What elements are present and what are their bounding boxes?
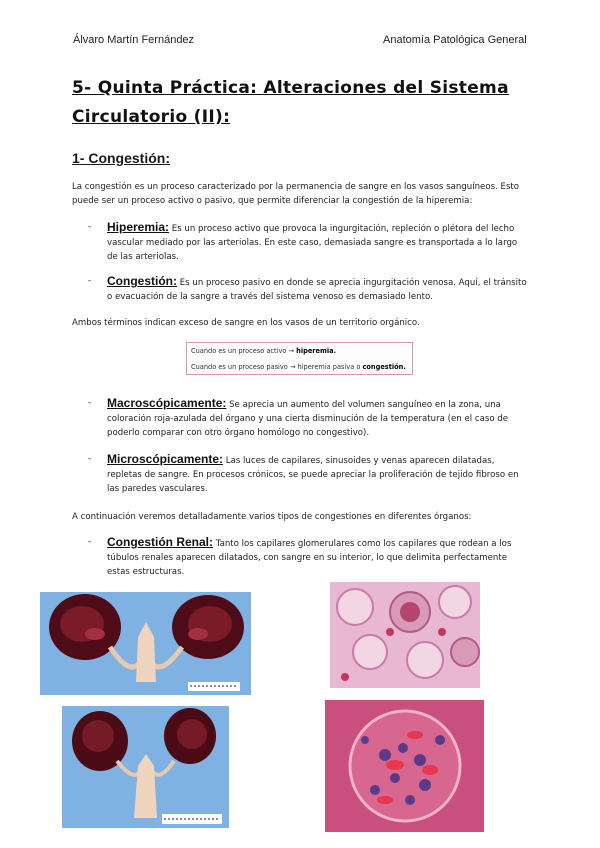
term-macroscopic: Macroscópicamente: xyxy=(107,396,227,410)
definition-congestion: Es un proceso pasivo en donde se aprecia ingurgitación venosa. Aquí, el tránsito o evacuación de la sangre a través del sistema venoso es demasiado lento. xyxy=(107,278,527,302)
bullet-macroscopic xyxy=(88,396,528,440)
term-microscopic: Microscópicamente: xyxy=(107,452,224,466)
transition-paragraph: A continuación veremos detalladamente varios tipos de congestiones en diferentes órganos: xyxy=(72,512,472,522)
title-line-1: 5- Quinta Práctica: Alteraciones del Sistema xyxy=(72,78,509,98)
bullet-congestion xyxy=(88,274,528,304)
term-congestion: Congestión: xyxy=(107,274,177,288)
bullet-dash: - xyxy=(88,222,92,232)
section-heading: 1- Congestión: xyxy=(72,150,170,166)
bullet-hiperemia xyxy=(88,220,528,264)
summary-paragraph: Ambos términos indican exceso de sangre en los vasos de un territorio orgánico. xyxy=(72,318,420,328)
header-subject: Anatomía Patológica General xyxy=(383,34,527,46)
bullet-microscopic xyxy=(88,452,528,496)
description-macroscopic: Se aprecia un aumento del volumen sanguíneo en la zona, una coloración roja-azulada del órgano y una cierta disminución de la temperatura (en el caso de poderlo comparar con otro órgano homólogo no congestivo). xyxy=(107,400,509,438)
description-renal: Tanto los capilares glomerulares como los capilares que rodean a los túbulos renales aparecen dilatados, con sangre en su interior, lo que delimita perfectamente estas estructuras. xyxy=(107,539,512,577)
term-renal: Congestión Renal: xyxy=(107,535,214,549)
term-hiperemia: Hiperemia: xyxy=(107,220,170,234)
header-author: Álvaro Martín Fernández xyxy=(73,34,195,46)
process-comparison-box xyxy=(186,342,413,375)
box-row-active: Cuando es un proceso activo → hiperemia. xyxy=(191,347,337,355)
bullet-dash: - xyxy=(88,537,92,547)
bullet-dash: - xyxy=(88,398,92,408)
kidney-gross-photo-1 xyxy=(40,592,251,695)
renal-histology-image-2 xyxy=(325,700,484,832)
bullet-dash: - xyxy=(88,454,92,464)
renal-histology-image-1 xyxy=(330,582,480,688)
intro-paragraph: La congestión es un proceso caracterizado por la permanencia de sangre en los vasos sanguíneos. Esto puede ser un proceso activo o pasivo, que permite diferenciar la congestión de la hiperemia: xyxy=(72,182,520,206)
bullet-dash: - xyxy=(88,276,92,286)
definition-hiperemia: Es un proceso activo que provoca la ingurgitación, repleción o plétora del lecho vascular mediado por las arteriolas. En este caso, demasiada sangre es transportada a lo largo de las arteriolas. xyxy=(107,224,518,262)
title-line-2: Circulatorio (II): xyxy=(72,107,231,127)
page-title xyxy=(72,74,542,132)
bullet-renal xyxy=(88,535,528,579)
description-microscopic: Las luces de capilares, sinusoides y venas aparecen dilatadas, repletas de sangre. En procesos crónicos, se puede apreciar la proliferación de tejido fibroso en las paredes vasculares. xyxy=(107,456,519,494)
box-row-passive: Cuando es un proceso pasivo → hiperemia pasiva o congestión. xyxy=(191,363,406,371)
kidney-gross-photo-2 xyxy=(62,706,229,828)
